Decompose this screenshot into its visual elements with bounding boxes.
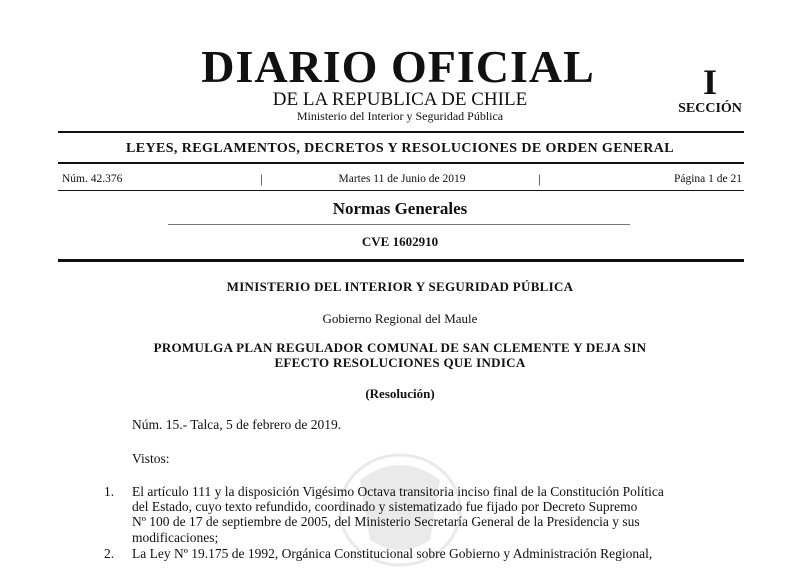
resolution-number-line: Núm. 15.- Talca, 5 de febrero de 2019. [132,417,342,432]
issue-separator-right: | [538,171,541,186]
issue-date: Martes 11 de Junio de 2019 [338,173,466,185]
list-item-1-number: 1. [104,484,115,499]
list-item-2-line: La Ley Nº 19.175 de 1992, Orgánica Constitucional sobre Gobierno y Administración Regional, [132,546,653,561]
vistos-heading: Vistos: [132,451,170,466]
cve-rule [58,259,744,262]
document-gobierno: Gobierno Regional del Maule [322,311,478,326]
issue-row [62,171,742,187]
document-type: (Resolución) [365,386,435,401]
list-item-2-number: 2. [104,546,115,561]
masthead-rule-top [58,131,744,133]
masthead-subtitle: DE LA REPUBLICA DE CHILE [272,89,528,110]
cve-code: CVE 1602910 [361,234,439,249]
document-ministry: MINISTERIO DEL INTERIOR Y SEGURIDAD PÚBLICA [226,279,574,294]
issue-number: Núm. 42.376 [62,173,123,185]
normas-heading: Normas Generales [332,199,468,218]
masthead-ministry: Ministerio del Interior y Seguridad Pública [296,109,504,123]
masthead-title: DIARIO OFICIAL [201,41,595,92]
normas-rule [168,224,630,225]
list-item-1-line: Nº 100 de 17 de septiembre de 2005, del Ministerio Secretaría General de la Presidencia y sus [132,514,640,530]
section-label: SECCIÓN [678,101,742,116]
section-numeral: I [702,62,717,102]
list-item-1-line: del Estado, cuyo texto refundido, coordinado y sistematizado fue fijado por Decreto Supremo [132,499,638,515]
issue-page: Página 1 de 21 [673,173,742,185]
list-item-1-line: modificaciones; [132,529,219,545]
issue-separator-left: | [260,171,263,186]
document-title-line2: EFECTO RESOLUCIONES QUE INDICA [274,355,526,370]
list-item-1 [132,484,744,545]
laws-heading: LEYES, REGLAMENTOS, DECRETOS Y RESOLUCIONES DE ORDEN GENERAL [126,141,674,156]
laws-rule-bottom [58,162,744,164]
document-title-line1: PROMULGA PLAN REGULADOR COMUNAL DE SAN CLEMENTE Y DEJA SIN [153,340,647,355]
list-item-1-line: El artículo 111 y la disposición Vigésimo Octava transitoria inciso final de la Constitución Política [132,484,664,499]
issue-rule [58,190,744,191]
